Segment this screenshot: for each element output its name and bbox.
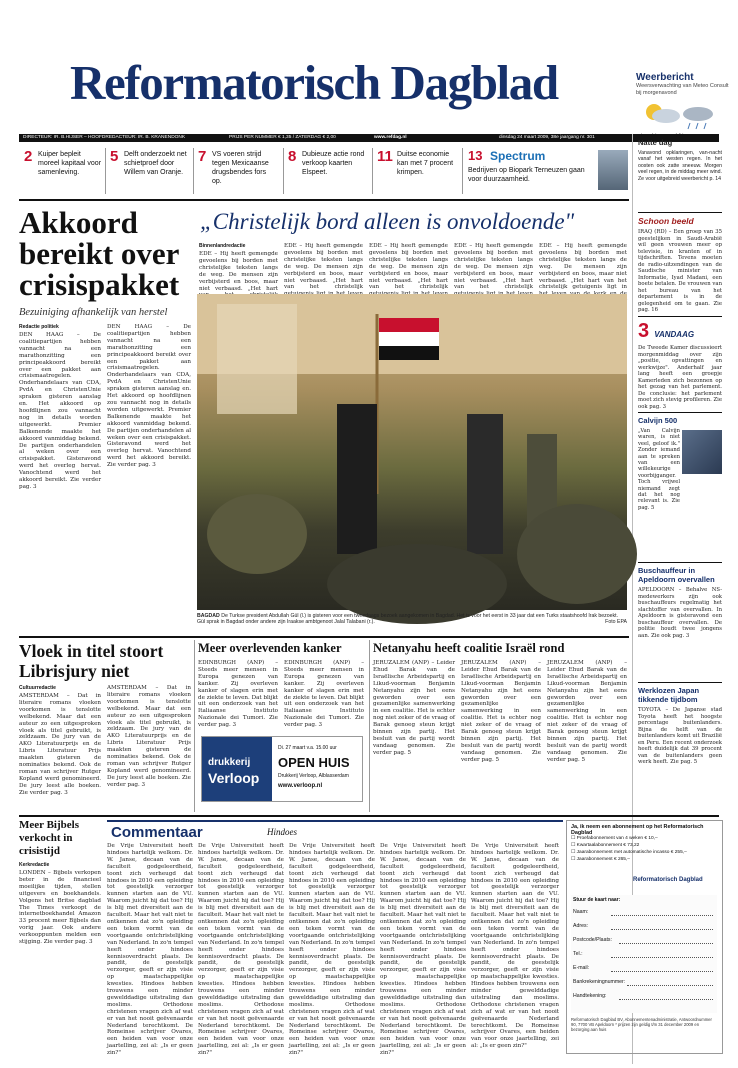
- quote-text-col5: EDE – Hij heeft gemengde gevoelens bij borden met christelijke teksten langs de weg. De mensen zijn verbijsterd en boos, maar niet verbaasd. „Het hart van het christelijk getuigenis ligt in: [539, 243, 627, 291]
- option-label: Jaarabonnement € 265,–: [576, 857, 630, 862]
- rule: [19, 199, 629, 201]
- teaser-number: 7: [198, 148, 207, 165]
- info-url[interactable]: www.refdag.nl: [374, 135, 407, 140]
- quote-text-col4: EDE – Hij heeft gemengde gevoelens bij borden met christelijke teksten langs de weg. De mensen zijn verbijsterd en boos, maar niet verbaasd. „Het hart van het christelijk: [454, 243, 533, 291]
- kanker-text-col1: EDINBURGH (ANP) – Steeds meer mensen in Europa genezen van kanker. Zij overleven kanker of slagen erin met de ziekte te leven. Dat blijkt uit een onderzoek van het Italiaanse Instituto Nazionale dei Tumori. Zie verder pag. 3: [198, 660, 278, 729]
- werklozen-text: TOYOTA – De Japanse stad Toyota heeft het hoogste percentage buitenlanders. Bijna de helft van de buitenlanders komt uit Brazilië en Peru. Een recent onderzoek heeft duidelijk dat 39 procent van de buitenlanders geen werk heeft. Zie pag. 5: [638, 707, 722, 765]
- schoon-beeld-text: IRAQ (RD) – Een groep van 35 geestelijken in Saudi-Arabië wil geen vrouwen meer op televisie, in kranten of in tijdschriften. Tevens moeten de radio-uitzendingen van de Saudische minister van Informatie, Iyad Madani, een boete betalen. De vrouwen van het bureau van het departement is in de gelegenheid om te gaan. Zie pag. 16: [638, 229, 722, 313]
- quote-byline: Binnenlandredactie: [199, 243, 246, 249]
- weather-box: [636, 72, 731, 97]
- buschauffeur-text: APELDOORN – Behalve NS-medewerkers zijn ook buschauffeurs regelmatig het slachtoffer van overvallen. In Apeldoorn is gisteravond een buschauffeur overvallen. De politie houdt twee jongens aan. Zie ook pag. 3: [638, 587, 722, 639]
- divider: [105, 148, 106, 194]
- photo-illustration: [197, 294, 627, 610]
- commentaar-title: Commentaar: [111, 824, 203, 841]
- field-line: [627, 985, 713, 986]
- quote-headline[interactable]: „Christelijk bord alleen is onvoldoende": [200, 209, 575, 234]
- subscription-options: [571, 835, 719, 863]
- sidebar-werklozen: [638, 686, 722, 803]
- vloek-byline: Cultuurredactie: [19, 685, 56, 691]
- advertisement[interactable]: [201, 736, 363, 802]
- field-email[interactable]: E-mail:: [573, 965, 590, 971]
- weather-title: Weerbericht: [636, 72, 694, 83]
- teaser-3[interactable]: [198, 148, 278, 194]
- teaser-number: 5: [110, 148, 119, 165]
- netanyahu-text-col1: JERUZALEM (ANP) – Leider Ehud Barak van de Israëlische Arbeidspartij en Likud-voorman Benjamin Netanyahu zijn het eens geworden over een gezamenlijke samenwerking in een coalitie. Het is echter nog niet zeker of de vraag of Barak genoeg steun krijgt binnen zijn partij. Het besluit van de partij wordt vandaag genomen. Zie verder pag. 5: [373, 660, 455, 756]
- rule: [638, 412, 722, 413]
- netanyahu-text-col2: JERUZALEM (ANP) – Leider Ehud Barak van de Israëlische Arbeidspartij en Likud-voorman Benjamin Netanyahu zijn het eens geworden over een gezamenlijke samenwerking in een coalitie. Het is echter nog niet zeker of de vraag of Barak genoeg steun krijgt binnen zijn partij. Het besluit van de partij wordt vandaag genomen. Zie verder pag. 5: [461, 660, 541, 763]
- send-label: Stuur de kaart naar:: [573, 897, 621, 903]
- teaser-text: Dubieuze actie rond verkoop kaarten Elspeet.: [302, 151, 365, 176]
- commentaar-text-col3: De Vrije Universiteit heeft hindoes hartelijk welkom. Dr. W. Janse, decaan van de faculteit godgeleerdheid, toont zich verheugd dat hindoes in 2010 een opleiding tot geestelijk verzorger kunnen starten aan de VU. Waarom juicht hij dat toe? Hij is blij met diversiteit aan de faculteit. Maar het valt niet te ontkennen dat zo'n opleiding een teken vormt van de voortgaande ontchristelijking van Nederland. In zo'n tempel heeft onder hindoes kennisoverdracht plaats. De pandit, de geestelijk verzorger, geeft er zijn visie op maatschappelijke kwesties. Hindoes hebben trouwens een minder gewelddadige uitstraling dan moslims. Orthodoxe christenen vragen zich af wat er van het nooit geëvenaarde Nederland terechtkomt. De Romeinse schrijver Ovares, een heiden van voor onze jaartelling, zei al: „Is er geen zin?": [289, 843, 375, 1057]
- quote-text-col1: EDE – Hij heeft gemengde gevoelens bij borden met christelijke teksten langs de weg. De mensen zijn verbijsterd en boos, maar niet verbaasd. „Het hart: [199, 251, 278, 292]
- commentaar-text-col1: De Vrije Universiteit heeft hindoes hartelijk welkom. Dr. W. Janse, decaan van de faculteit godgeleerdheid, toont zich verheugd dat hindoes in 2010 een opleiding tot geestelijk verzorger kunnen starten aan de VU. Waarom juicht hij dat toe? Hij is blij met diversiteit aan de faculteit. Maar het valt niet te ontkennen dat zo'n opleiding een teken vormt van de voortgaande ontchristelijking van Nederland. In zo'n tempel heeft onder hindoes kennisoverdracht plaats. De pandit, de geestelijk verzorger, geeft er zijn visie op maatschappelijke kwesties. Hindoes hebben trouwens een minder gewelddadige uitstraling dan moslims. Orthodoxe christenen vragen zich af wat er van het nooit geëvenaarde Nederland terechtkomt. De Romeinse schrijver Ovares, een heiden van voor onze jaartelling, zei al: „Is er geen zin?": [107, 843, 193, 1057]
- vloek-text-col2: AMSTERDAM – Dat in literaire romans vloeken voorkomen is tenslotte welbekend. Maar dat een auteur zo een uitgesproken vloek als titel gebruikt, is zeldzaam. De jury van de AKO Literatuurprijs en de Libris Literatuur Prijs maakten gisteren de nominaties bekend. Ook de roman van schrijver Rutger Kopland werd genomineerd. De jury leest alle boeken. Zie verder pag. 3: [107, 685, 191, 788]
- info-bar: [19, 134, 719, 142]
- werklozen-title: Werklozen Japan tikkende tijdbom: [638, 686, 700, 704]
- teaser-1[interactable]: [24, 148, 104, 194]
- teaser-text: Bedrijven op Biopark Terneuzen gaan voor duurzaamheid.: [468, 167, 585, 183]
- rule: [19, 636, 629, 638]
- ad-logo-block: [202, 737, 272, 801]
- netanyahu-text-col3: JERUZALEM (ANP) – Leider Ehud Barak van de Israëlische Arbeidspartij en Likud-voorman Benjamin Netanyahu zijn het eens geworden over een gezamenlijke samenwerking in een coalitie. Het is echter nog niet zeker of de vraag of Barak genoeg steun krijgt binnen zijn partij. Het besluit van de partij wordt vandaag genomen. Zie verder pag. 5: [547, 660, 627, 763]
- calvijn-logo-image: [682, 430, 722, 474]
- lead-headline[interactable]: Akkoord bereikt over crisispakket: [19, 205, 180, 302]
- rule: [638, 316, 722, 317]
- subscription-fields: [571, 895, 717, 1013]
- vandaag-number: 3: [638, 320, 650, 342]
- ad-url[interactable]: www.verloop.nl: [278, 783, 323, 789]
- lead-text-col1: DEN HAAG – De coalitiepartijen hebben vannacht na een marathonzitting een principeakkoord bereikt over een pakket aan crisismaatregelen. Onderhandelaars van CDA, PvdA en ChristenUnie spraken gisteren aanslag en. Het akkoord op hoofdlijnen zou vannacht nog in details worden uitgewerkt. Premier Balkenende maakte het akkoord vanmiddag bekend. De partijen onderhandelen al weken over een crisispakket. Gisteravond werd het overleg hervat. Vanochtend werd het akkoord bereikt. Zie verder pag. 3: [19, 332, 101, 490]
- photo-caption: [197, 613, 627, 626]
- kanker-text-col2: EDINBURGH (ANP) – Steeds meer mensen in Europa genezen van kanker. Zij overleven kanker of slagen erin met de ziekte te leven. Dat blijkt uit een onderzoek van het Italiaanse Instituto Nazionale dei Tumori. Zie verder pag. 3: [284, 660, 364, 729]
- weather-credit: Weersverwachting van Meteo Consult: [636, 83, 729, 89]
- subscription-option[interactable]: ☐ Jaarabonnement met automatische incasso € 255,–: [571, 850, 687, 855]
- spectrum-image: [598, 150, 628, 190]
- masthead-title: Reformatorisch Dagblad: [70, 55, 558, 110]
- bijbels-text: LONDEN – Bijbels verkopen beter in de financieel moeilijke tijden, stellen uitgevers en boekhandels. Volgens het Britse dagblad The Times verkoopt de internetboekhandel Amazon 33 procent meer Bijbels dan vorig jaar. Ook andere verkooppunten melden een stijging. Zie verder pag. 3: [19, 870, 101, 946]
- field-line: [619, 943, 713, 944]
- field-signature[interactable]: Handtekening:: [573, 993, 607, 999]
- teaser-2[interactable]: [110, 148, 190, 194]
- field-line: [619, 999, 713, 1000]
- divider: [194, 640, 195, 812]
- vloek-headline[interactable]: Vloek in titel stoort Librisjury niet: [19, 641, 164, 681]
- rule: [19, 815, 719, 817]
- commentaar-text-col5: De Vrije Universiteit heeft hindoes hartelijk welkom. Dr. W. Janse, decaan van de faculteit godgeleerdheid, toont zich verheugd dat hindoes in 2010 een opleiding tot geestelijk verzorger kunnen starten aan de VU. Waarom juicht hij dat toe? Hij is blij met diversiteit aan de faculteit. Maar het valt niet te ontkennen dat zo'n opleiding een teken vormt van de voortgaande ontchristelijking van Nederland. In zo'n tempel heeft onder hindoes kennisoverdracht plaats. De pandit, de geestelijk verzorger, geeft er zijn visie op maatschappelijke kwesties. Hindoes hebben trouwens een minder gewelddadige uitstraling dan moslims. Orthodoxe christenen vragen zich af wat er van het nooit geëvenaarde Nederland terechtkomt. De Romeinse schrijver Ovares, een heiden van voor onze jaartelling, zei al: „Is er geen zin?": [471, 843, 559, 1050]
- subscription-form: [566, 820, 723, 1054]
- teaser-5[interactable]: [377, 148, 457, 194]
- option-label: Proefabonnement van 4 weken € 10,–: [576, 836, 658, 841]
- subscription-logo: Reformatorisch Dagblad: [633, 877, 703, 883]
- caption-text: De Turkse president Abdullah Gül (l.) is gisteren voor een tweedaags bezoek aangekomen in Bagdad. Het is voor het eerst in 33 jaar dat een Turks staatshoofd Irak bezoekt. Gül sprak in Bagdad onder andere zijn Iraakse ambtgenoot Jalal Talabani (r.).: [197, 613, 619, 626]
- subscription-heading: Ja, ik neem een abonnement op het Reformatorisch Dagblad: [571, 824, 704, 836]
- field-line: [611, 971, 713, 972]
- field-bank[interactable]: Bankrekeningnummer:: [573, 979, 626, 985]
- commentaar-text-col4: De Vrije Universiteit heeft hindoes hartelijk welkom. Dr. W. Janse, decaan van de faculteit godgeleerdheid, toont zich verheugd dat hindoes in 2010 een opleiding tot geestelijk verzorger kunnen starten aan de VU. Waarom juicht hij dat toe? Hij is blij met diversiteit aan de faculteit. Maar het valt niet te ontkennen dat zo'n opleiding een teken vormt van de voortgaande ontchristelijking van Nederland. In zo'n tempel heeft onder hindoes kennisoverdracht plaats. De pandit, de geestelijk verzorger, geeft er zijn visie op maatschappelijke kwesties. Hindoes hebben trouwens een minder gewelddadige uitstraling dan moslims. Orthodoxe christenen vragen zich af wat er van het nooit geëvenaarde Nederland terechtkomt. De Romeinse schrijver Ovares, een heiden van voor onze jaartelling, zei al: „Is er geen zin?": [380, 843, 466, 1057]
- weather-icons: [640, 102, 724, 132]
- divider: [369, 640, 370, 812]
- bijbels-byline: Kerkredactie: [19, 862, 50, 868]
- subscription-option[interactable]: ☐ Jaarabonnement € 265,–: [571, 857, 630, 862]
- rule: [638, 212, 722, 213]
- info-directors: DIRECTEUR: IR. B.HIJSER – HOOFDREDACTEUR: IR. B. KRANENDONK: [23, 135, 186, 140]
- spectrum-logo: Spectrum: [490, 149, 546, 163]
- ad-date: Di. 27 maart v.a. 15.00 uur: [278, 745, 337, 751]
- teaser-text: Kuiper bepleit moreel kapitaal voor samenleving.: [38, 151, 102, 176]
- ad-brand: drukkerij: [208, 757, 251, 768]
- subscription-option[interactable]: ☐ Kwartaalabonnement € 73,22: [571, 843, 640, 848]
- news-photo[interactable]: [197, 294, 627, 610]
- divider: [372, 148, 373, 194]
- bijbels-headline[interactable]: Meer Bijbels verkocht in crisistijd: [19, 819, 79, 857]
- teaser-4[interactable]: [288, 148, 368, 194]
- lead-text-col2: DEN HAAG – De coalitiepartijen hebben vannacht na een marathonzitting een principeakkoord bereikt over een pakket aan crisismaatregelen. Onderhandelaars van CDA, PvdA en ChristenUnie spraken gisteren aanslag en. Het akkoord op hoofdlijnen zou vannacht nog in details worden uitgewerkt. Premier Balkenende maakte het akkoord vanmiddag bekend. De partijen onderhandelen al weken over een crisispakket. Gisteravond werd het overleg hervat. Vanochtend werd het akkoord bereikt. Zie verder pag. 3: [107, 324, 191, 469]
- cloud-rain-icon: [640, 102, 724, 132]
- field-naam[interactable]: Naam:: [573, 909, 589, 915]
- field-postcode[interactable]: Postcode/Plaats:: [573, 937, 612, 943]
- teaser-text: Duitse economie kan met 7 procent krimpen.: [397, 151, 454, 176]
- subscription-footer: Reformatorisch Dagblad BV, Abonnementenadministratie, Antwoordnummer 90, 7700 VB Apeldoorn * prijzen zijn geldig t/m 31 december 2009 en bezorging aan huis: [571, 1017, 712, 1033]
- commentaar-topic: Hindoes: [267, 827, 297, 837]
- ad-brand-2: Verloop: [208, 770, 260, 786]
- natte-dag-text: Vanavond opklaringen, van-nacht vanaf het westen regen. In het oosten ook zatte sneeuw. Morgen veel regen, in de middag meer wind. Ze voor uitgebreid weerbericht p. 14: [638, 150, 722, 182]
- field-line: [611, 929, 713, 930]
- calvijn-text: „Van Calvijn waren, is niet veel, geloof ik." Zonder iemand aan te spreken van een willekeurige voorbijganger. Toch vrijwel niemand zegt dat het nog relevant is. Zie pag. 5: [638, 428, 680, 511]
- sidebar-calvijn: [638, 416, 722, 511]
- info-price: PRIJS PER NUMMER € 1,35 / ZATERDAG € 2,00: [229, 135, 336, 140]
- quote-text-col3: EDE – Hij heeft gemengde gevoelens bij borden met christelijke teksten langs de weg. De mensen zijn verbijsterd en boos, maar niet verbaasd. „Het hart van het christelijk: [369, 243, 448, 291]
- commentaar-header: [107, 820, 563, 840]
- field-adres[interactable]: Adres:: [573, 923, 588, 929]
- vandaag-title: VANDAAG: [654, 330, 695, 339]
- teaser-number: 8: [288, 148, 297, 165]
- commentaar-text-col2: De Vrije Universiteit heeft hindoes hartelijk welkom. Dr. W. Janse, decaan van de faculteit godgeleerdheid, toont zich verheugd dat hindoes in 2010 een opleiding tot geestelijk verzorger kunnen starten aan de VU. Waarom juicht hij dat toe? Hij is blij met diversiteit aan de faculteit. Maar het valt niet te ontkennen dat zo'n opleiding een teken vormt van de voortgaande ontchristelijking van Nederland. In zo'n tempel heeft onder hindoes kennisoverdracht plaats. De pandit, de geestelijk verzorger, geeft er zijn visie op maatschappelijke kwesties. Hindoes hebben trouwens een minder gewelddadige uitstraling dan moslims. Orthodoxe christenen vragen zich af wat er van het nooit geëvenaarde Nederland terechtkomt. De Romeinse schrijver Ovares, een heiden van voor onze jaartelling, zei al: „Is er geen zin?": [198, 843, 284, 1057]
- kanker-headline[interactable]: Meer overlevenden kanker: [198, 641, 342, 655]
- divider: [462, 148, 463, 194]
- rule: [638, 682, 722, 683]
- field-tel[interactable]: Tel.:: [573, 951, 583, 957]
- field-line: [611, 915, 713, 916]
- divider: [193, 148, 194, 194]
- buschauffeur-title: Buschauffeur in Apeldoorn overvallen: [638, 566, 715, 584]
- lead-subhead: Bezuiniging afhankelijk van herstel: [19, 307, 168, 318]
- vloek-text-col1: AMSTERDAM – Dat in literaire romans vloeken voorkomen is tenslotte welbekend. Maar dat een auteur zo een uitgesproken vloek als titel gebruikt, is zeldzaam. De jury van de AKO Literatuurprijs en de Libris Literatuur Prijs maakten gisteren de nominaties bekend. Ook de roman van schrijver Rutger Kopland werd genomineerd. De jury leest alle boeken. Zie verder pag. 3: [19, 693, 101, 796]
- quote-text-col2: EDE – Hij heeft gemengde gevoelens bij borden met christelijke teksten langs de weg. De mensen zijn verbijsterd en boos, maar niet verbaasd. „Het hart van het christelijk: [284, 243, 363, 291]
- sidebar-natte-dag: [638, 138, 722, 182]
- option-label: Kwartaalabonnement € 73,22: [576, 843, 640, 848]
- field-line: [611, 957, 713, 958]
- teaser-number: 11: [377, 148, 393, 165]
- teaser-text: VS voeren strijd tegen Mexicaanse drugsbendes fors op.: [212, 151, 269, 185]
- subscription-option[interactable]: ☐ Proefabonnement van 4 weken € 10,–: [571, 836, 658, 841]
- weather-credit-2: bij morgenavond: [636, 89, 677, 96]
- vandaag-text: De Tweede Kamer discussieert morgenmiddag over zijn „positie, opvattingen en werkwijze". Anderhalf jaar lang heeft een groepje Kamerleden zich bezonnen op het gezag van het parlement. De conclusie: het parlement moet zich stevig profileren. Zie ook pag. 3: [638, 345, 722, 410]
- info-date: dinsdag 24 maart 2009, 38e jaargang nr. 301: [499, 135, 595, 140]
- ad-sub: Drukkerij Verloop, Alblasserdam: [278, 773, 349, 779]
- sidebar-vandaag: [638, 320, 722, 411]
- option-label: Jaarabonnement met automatische incasso € 255,–: [576, 850, 687, 855]
- rule: [638, 562, 722, 563]
- schoon-beeld-title: Schoon beeld: [638, 216, 694, 226]
- divider: [283, 148, 284, 194]
- teaser-text: Delft onderzoekt net schietproef door Willem van Oranje.: [124, 151, 187, 176]
- caption-label: BAGDAD: [197, 613, 220, 619]
- natte-dag-title: Natte dag: [638, 138, 673, 147]
- teaser-number: 2: [24, 148, 33, 165]
- calvijn-title: Calvijn 500: [638, 416, 678, 425]
- sidebar-schoon-beeld: [638, 216, 722, 315]
- teaser-number: 13: [468, 148, 483, 163]
- ad-title: OPEN HUIS: [278, 755, 350, 770]
- netanyahu-headline[interactable]: Netanyahu heeft coalitie Israël rond: [373, 641, 565, 655]
- sidebar-buschauffeur: [638, 566, 722, 697]
- lead-byline: Redactie politiek: [19, 324, 59, 330]
- photo-credit: Foto EPA: [605, 619, 627, 626]
